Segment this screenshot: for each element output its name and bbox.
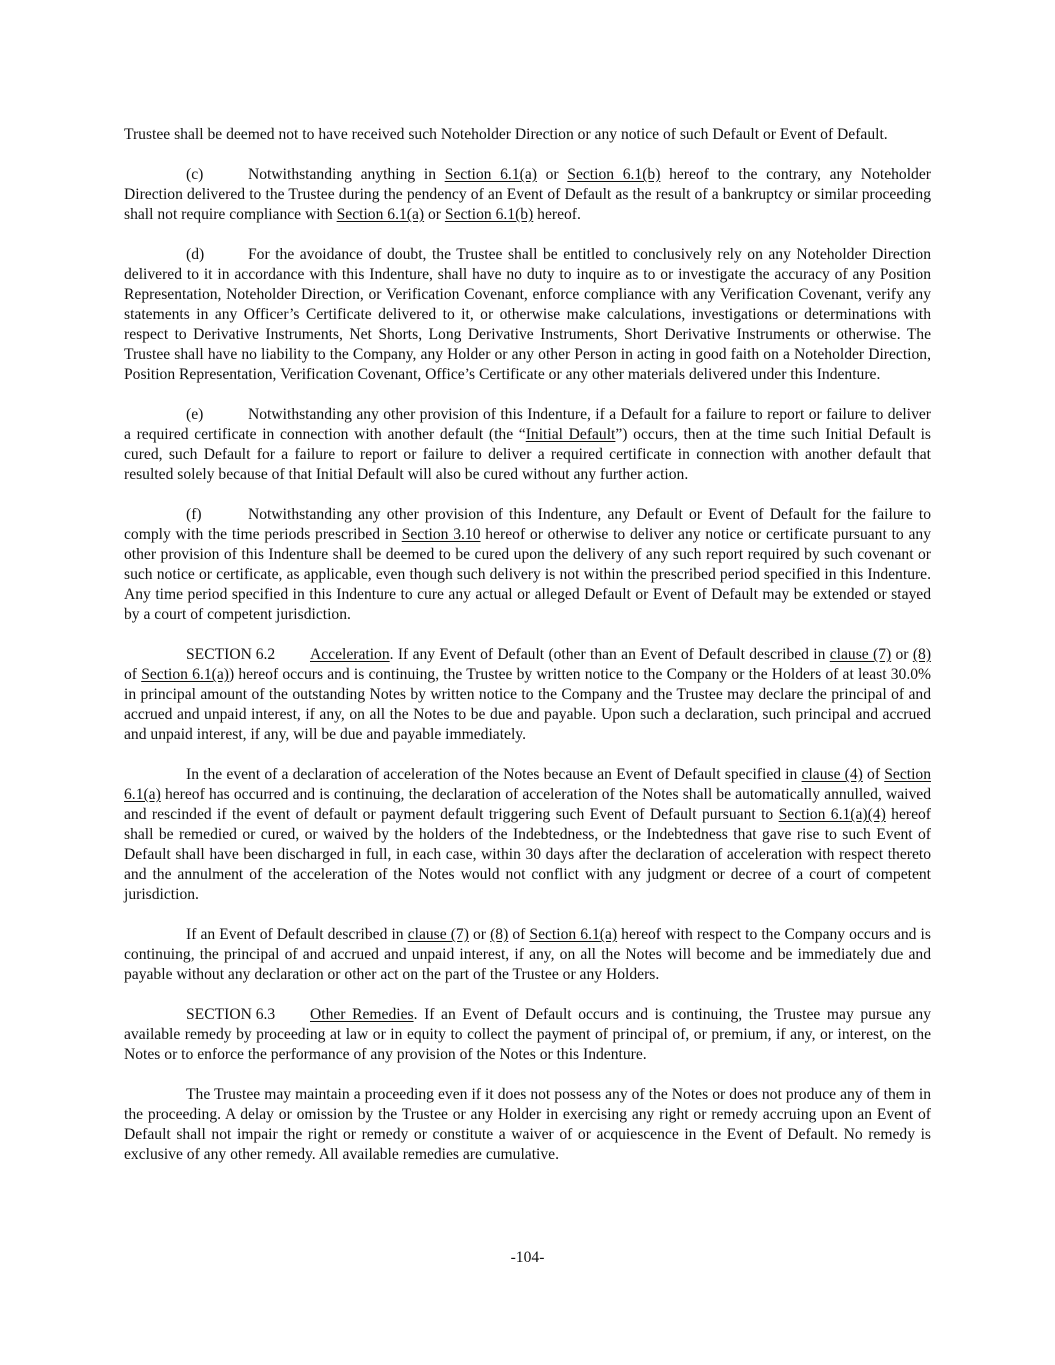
- section-reference: Section 6.1(a)(4): [778, 806, 886, 823]
- section-reference: Section 6.1(b): [444, 206, 534, 223]
- text-run: hereof or otherwise to deliver any notice or certificate pursuant to any other provision of this Indenture shall be deemed to be cured upon the delivery of any such report required by such covenant or such notice or certificate, as applicable, even though such delivery is not within the prescribed period specified in this Indenture. Any time period specified in this Indenture to cure any actual or alleged Default or Event of Default may be extended or stayed by a court of competent jurisdiction.: [124, 526, 931, 623]
- section-reference: Section 6.1(a): [141, 666, 229, 683]
- paragraph-d: [124, 245, 931, 385]
- text-run: ) hereof occurs and is continuing, the Trustee by written notice to the Company or the Holders of at least 30.0% in principal amount of the outstanding Notes by written notice to the Company and the Trustee may declare the principal of and accrued and unpaid interest, if any, on all the Notes to be due and payable. Upon such a declaration, such principal and accrued and unpaid interest, if any, will be due and payable immediately.: [124, 666, 932, 743]
- text-run: For the avoidance of doubt, the Trustee shall be entitled to conclusively rely on any Noteholder Direction delivered to it in accordance with this Indenture, shall have no duty to inquire as to or investigate the accuracy of any Position Representation, Noteholder Direction, or Verification Covenant, enforce compliance with any Verification Covenant, verify any statements in any Officer’s Certificate delivered to it, or otherwise make calculations, investigations or determinations with respect to Derivative Instruments, Net Shorts, Long Derivative Instruments, Short Derivative Instruments or otherwise. The Trustee shall have no liability to the Company, any Holder or any other Person in acting in good faith on a Noteholder Direction, Position Representation, Verification Covenant, Office’s Certificate or any other materials delivered under this Indenture.: [124, 246, 931, 383]
- text-run: or: [891, 646, 913, 663]
- clause-label: (d): [186, 246, 205, 263]
- section-reference: (8): [912, 646, 932, 663]
- section-reference: Section 6.1(a): [529, 926, 618, 943]
- text-run: hereof has occurred and is continuing, the declaration of acceleration of the Notes shall be automatically annulled, waived and rescinded if the event of default or payment default triggering such Event of Default pursuant to: [124, 786, 931, 823]
- text-run: or: [468, 926, 491, 943]
- clause-label: (c): [186, 166, 204, 183]
- clause-label: (e): [186, 406, 204, 423]
- section-reference: Section 6.1(a): [444, 166, 537, 183]
- paragraph-f: [124, 505, 931, 625]
- text-run: or: [424, 206, 445, 223]
- section-reference: Section 3.10: [401, 526, 481, 543]
- text-run: hereof.: [533, 206, 581, 223]
- text-run: Notwithstanding any other provision of this Indenture, any Default or Event of Default for the failure to comply with the time periods prescribed in: [124, 506, 931, 543]
- text-run: of: [862, 766, 885, 783]
- paragraph-e: [124, 405, 931, 485]
- section-number: SECTION 6.2: [186, 646, 276, 663]
- section-6-3: [124, 1005, 931, 1065]
- text-run: ”) occurs, then at the time such Initial Default is cured, such Default for a failure to report or failure to deliver a required certificate in connection with another default that resulted solely because of that Initial Default will also be cured without any further action.: [124, 426, 931, 483]
- document-page: [124, 125, 931, 1185]
- section-number: SECTION 6.3: [186, 1006, 276, 1023]
- section-title: Acceleration: [310, 646, 390, 663]
- text-run: hereof with respect to the Company occurs and is continuing, the principal of and accrued and unpaid interest, if any, on all the Notes will become and be immediately due and payable without any declaration or other act on the part of the Trustee or any Holders.: [124, 926, 931, 983]
- section-6-2-paragraph-3: [124, 925, 931, 985]
- section-title: Other Remedies: [310, 1006, 414, 1023]
- text-run: . If any Event of Default (other than an Event of Default described in: [389, 646, 830, 663]
- section-reference: Section 6.1(a): [336, 206, 425, 223]
- section-6-3-paragraph-2: The Trustee may maintain a proceeding even if it does not possess any of the Notes or does not produce any of them in the proceeding. A delay or omission by the Trustee or any Holder in exercising any right or remedy accruing upon an Event of Default shall not impair the right or remedy or constitute a waiver of or acquiescence in the Event of Default. No remedy is exclusive of any other remedy. All available remedies are cumulative.: [124, 1086, 931, 1163]
- text-run: of: [124, 666, 142, 683]
- section-reference: Section 6.1(b): [567, 166, 661, 183]
- text-run: If an Event of Default described in: [186, 926, 408, 943]
- section-reference: Section 6.1(a): [124, 766, 931, 803]
- text-run: Notwithstanding any other provision of this Indenture, if a Default for a failure to report or failure to deliver a required certificate in connection with another default (the “: [124, 406, 931, 443]
- section-6-2: [124, 645, 931, 745]
- text-run: of: [508, 926, 530, 943]
- defined-term: Initial Default: [525, 426, 616, 443]
- text-run: hereof to the contrary, any Noteholder Direction delivered to the Trustee during the pendency of an Event of Default as the result of a bankruptcy or similar proceeding shall not require compliance with: [124, 166, 931, 223]
- page-number: -104-: [510, 1249, 545, 1266]
- paragraph-c: [124, 165, 931, 225]
- section-reference: (8): [490, 926, 509, 943]
- text-run: or: [536, 166, 568, 183]
- text-run: In the event of a declaration of acceleration of the Notes because an Event of Default specified in: [186, 766, 802, 783]
- section-reference: clause (7): [829, 646, 892, 663]
- clause-label: (f): [186, 506, 202, 523]
- section-6-2-paragraph-2: [124, 765, 931, 905]
- text-run: Notwithstanding anything in: [248, 166, 445, 183]
- section-reference: clause (4): [801, 766, 863, 783]
- paragraph-continuation: Trustee shall be deemed not to have received such Noteholder Direction or any notice of such Default or Event of Default.: [124, 126, 888, 143]
- section-reference: clause (7): [407, 926, 469, 943]
- text-run: . If an Event of Default occurs and is continuing, the Trustee may pursue any available remedy by proceeding at law or in equity to collect the payment of principal of, or premium, if any, or interest, on the Notes or to enforce the performance of any provision of the Notes or this Indenture.: [124, 1006, 932, 1063]
- text-run: hereof shall be remedied or cured, or waived by the holders of the Indebtedness, or the Indebtedness that gave rise to such Event of Default shall have been discharged in full, in each case, within 30 days after the declaration of acceleration with respect thereto and the annulment of the acceleration of the Notes would not conflict with any judgment or decree of a court of competent jurisdiction.: [124, 806, 931, 903]
